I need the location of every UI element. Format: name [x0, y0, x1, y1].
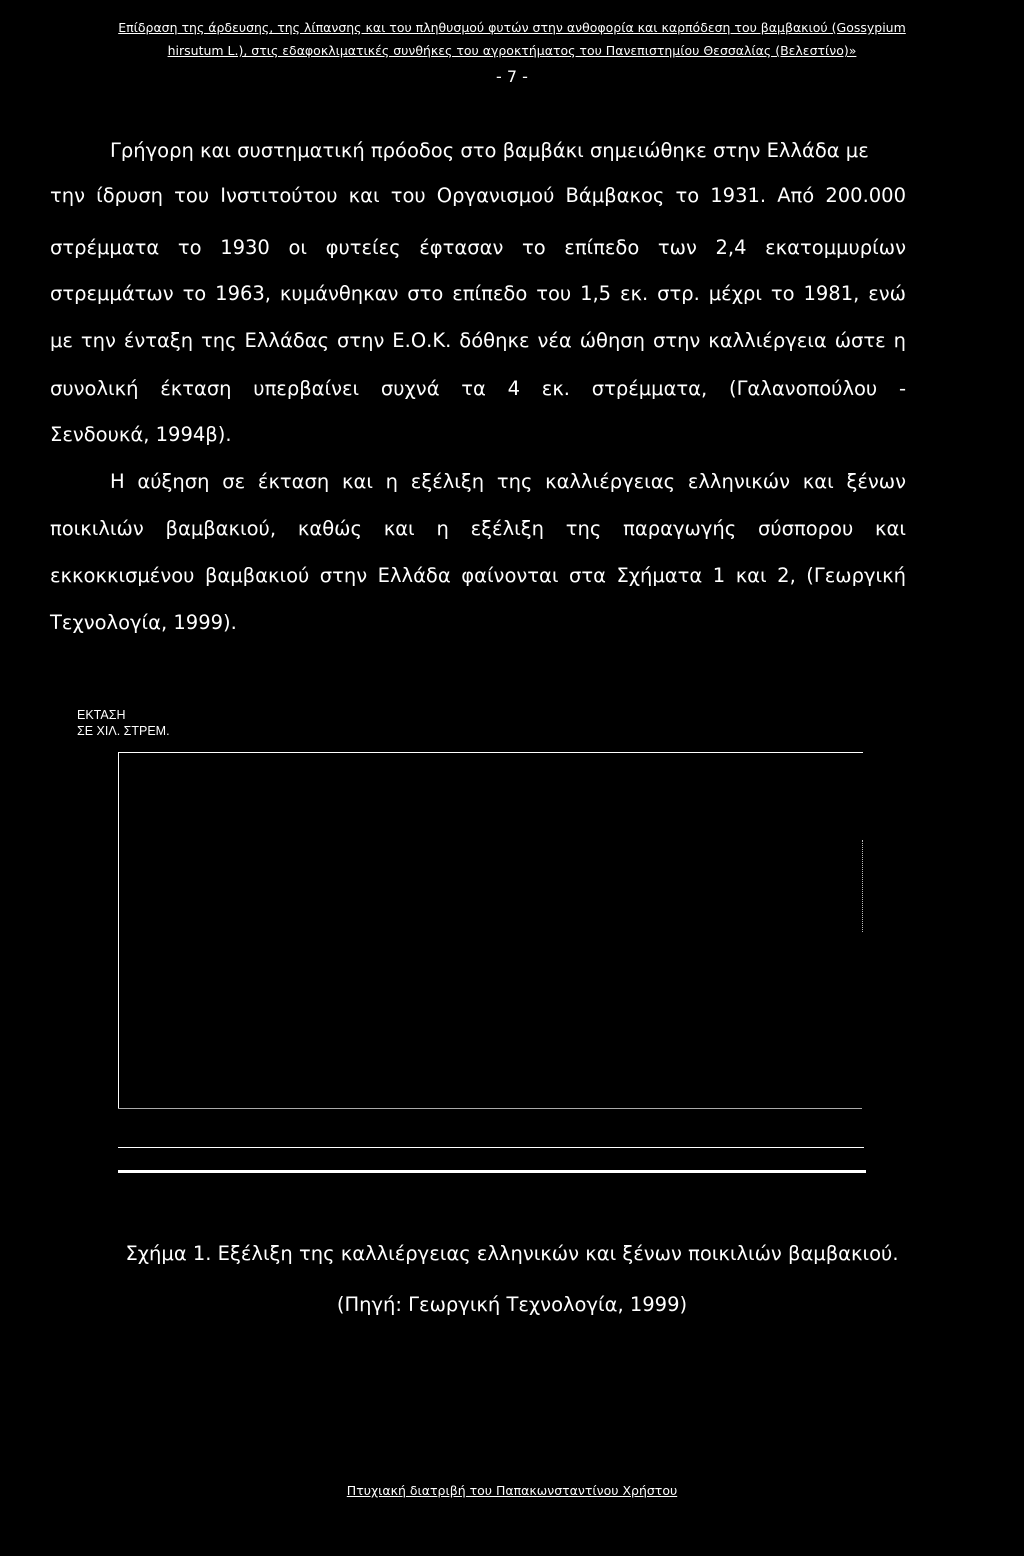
- paragraph-2-line-1: Η αύξηση σε έκταση και η εξέλιξη της καλλιέργειας ελληνικών και ξένων: [110, 470, 906, 493]
- y-axis-label-line-2: ΣΕ ΧΙΛ. ΣΤΡΕΜ.: [77, 723, 170, 738]
- paragraph-2-line-2: ποικιλιών βαμβακιού, καθώς και η εξέλιξη της παραγωγής σύσπορου και: [50, 517, 906, 540]
- running-header-line-2: hirsutum L.), στις εδαφοκλιματικές συνθήκες του αγροκτήματος του Πανεπιστημίου Θεσσαλίας (Βελεστίνο)»: [167, 43, 857, 58]
- paragraph-1-line-3: στρέμματα το 1930 οι φυτείες έφτασαν το επίπεδο των 2,4 εκατομμυρίων: [50, 236, 906, 259]
- chart-frame: [118, 752, 863, 1109]
- paragraph-1-line-4: στρεμμάτων το 1963, κυμάνθηκαν στο επίπεδο του 1,5 εκ. στρ. μέχρι το 1981, ενώ: [50, 282, 906, 305]
- chart-baseline: [118, 1108, 862, 1109]
- paragraph-1-line-7: Σενδουκά, 1994β).: [50, 423, 232, 446]
- page-footer: Πτυχιακή διατριβή του Παπακωνσταντίνου Χρήστου: [346, 1483, 678, 1498]
- paragraph-1-line-5: με την ένταξη της Ελλάδας στην Ε.Ο.Κ. δόθηκε νέα ώθηση στην καλλιέργεια ώστε η: [50, 329, 906, 352]
- figure-caption: Σχήμα 1. Εξέλιξη της καλλιέργειας ελληνικών και ξένων ποικιλιών βαμβακιού.: [125, 1242, 899, 1265]
- figure-source: (Πηγή: Γεωργική Τεχνολογία, 1999): [336, 1293, 688, 1316]
- paragraph-1-line-2: την ίδρυση του Ινστιτούτου και του Οργανισμού Βάμβακος το 1931. Από 200.000: [50, 184, 906, 207]
- y-axis-label: [77, 708, 170, 739]
- paragraph-2-line-4: Τεχνολογία, 1999).: [50, 611, 237, 634]
- paragraph-1-line-1: Γρήγορη και συστηματική πρόοδος στο βαμβάκι σημειώθηκε στην Ελλάδα με: [110, 139, 869, 162]
- chart-dotted-mark: [862, 840, 863, 932]
- paragraph-2-line-3: εκκοκκισμένου βαμβακιού στην Ελλάδα φαίνονται στα Σχήματα 1 και 2, (Γεωργική: [50, 564, 906, 587]
- figure-rule-1: [118, 1147, 864, 1148]
- paragraph-1-line-6: συνολική έκταση υπερβαίνει συχνά τα 4 εκ. στρέμματα, (Γαλανοπούλου -: [50, 377, 906, 400]
- page-number: - 7 -: [496, 67, 528, 86]
- y-axis-label-line-1: ΕΚΤΑΣΗ: [77, 708, 126, 722]
- running-header-line-1: Επίδραση της άρδευσης, της λίπανσης και του πληθυσμού φυτών στην ανθοφορία και καρπόδεση του βαμβακιού (Gossypium: [118, 20, 906, 35]
- figure-rule-2: [118, 1170, 866, 1173]
